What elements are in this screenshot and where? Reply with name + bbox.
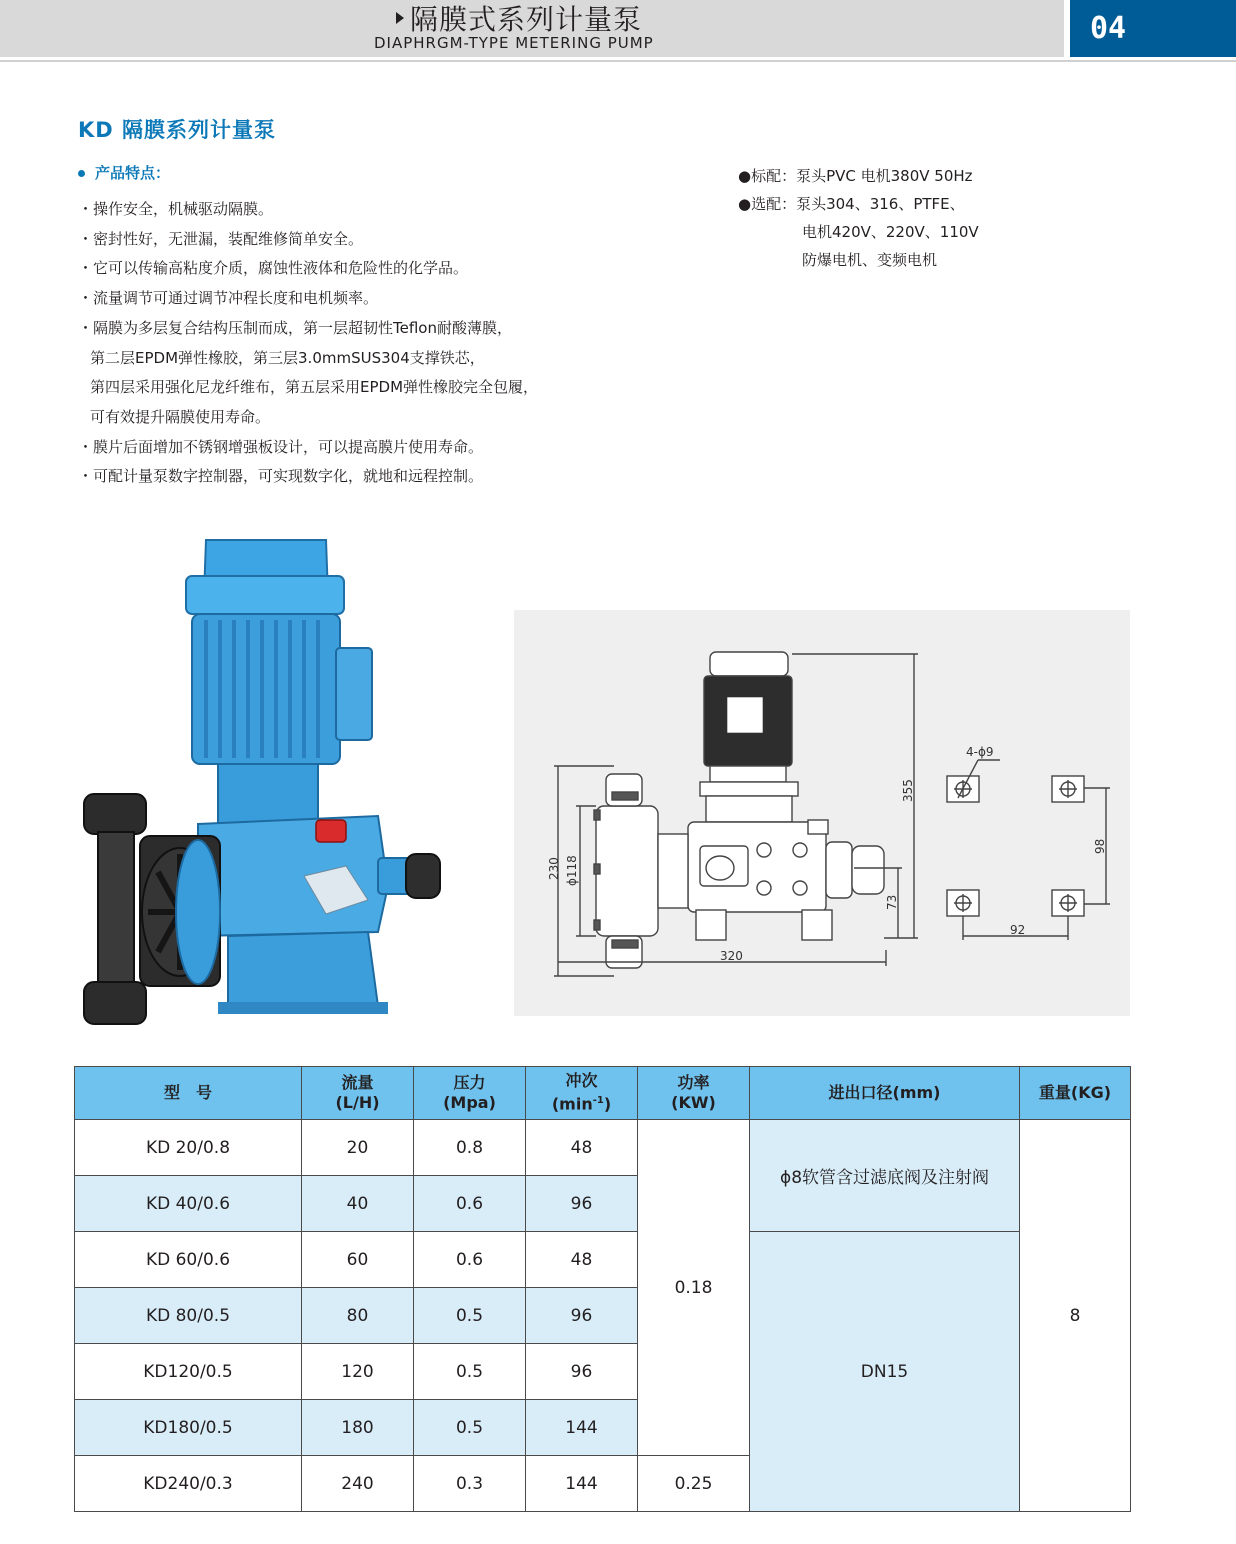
dim-holes-label: 4-ϕ9 [966, 745, 994, 759]
cell-pressure: 0.6 [414, 1232, 526, 1288]
cell-model: KD180/0.5 [75, 1400, 302, 1456]
cell-port-group-2: DN15 [750, 1232, 1020, 1512]
cell-model: KD 40/0.6 [75, 1176, 302, 1232]
cell-model: KD 60/0.6 [75, 1232, 302, 1288]
cell-flow: 240 [302, 1456, 414, 1512]
feature-item: 可有效提升隔膜使用寿命。 [90, 407, 271, 426]
cell-flow: 120 [302, 1344, 414, 1400]
cell-flow: 80 [302, 1288, 414, 1344]
spec-table [74, 1066, 1131, 1512]
feature-item: ・密封性好，无泄漏，装配维修简单安全。 [78, 229, 364, 248]
cell-flow: 60 [302, 1232, 414, 1288]
feature-item: ・膜片后面增加不锈钢增强板设计，可以提高膜片使用寿命。 [78, 437, 484, 456]
feature-item: ・隔膜为多层复合结构压制而成，第一层超韧性Teflon耐酸薄膜， [78, 318, 512, 337]
col-header-flow: 流量 (L/H) [302, 1067, 414, 1120]
cell-flow: 180 [302, 1400, 414, 1456]
page-number: 04 [1070, 0, 1236, 57]
dim-98-label: 98 [1093, 838, 1107, 854]
cell-power-group-2: 0.25 [638, 1456, 750, 1512]
cell-pressure: 0.5 [414, 1400, 526, 1456]
spec-optional-3: 防爆电机、变频电机 [802, 251, 938, 269]
cell-weight: 8 [1020, 1120, 1131, 1512]
spec-standard: ●标配：泵头PVC 电机380V 50Hz [738, 167, 973, 185]
pump-photo [78, 536, 448, 1032]
feature-item: ・可配计量泵数字控制器，可实现数字化，就地和远程控制。 [78, 467, 484, 486]
col-header-model: 型 号 [75, 1067, 302, 1120]
feature-item: ・它可以传输高粘度介质，腐蚀性液体和危险性的化学品。 [78, 259, 469, 278]
dimension-drawing [514, 610, 1130, 1016]
col-header-weight: 重量(KG) [1020, 1067, 1131, 1120]
header-title-en: DIAPHRGM-TYPE METERING PUMP [374, 34, 654, 52]
product-title: KD 隔膜系列计量泵 [78, 118, 277, 142]
cell-model: KD120/0.5 [75, 1344, 302, 1400]
cell-power-group-1: 0.18 [638, 1120, 750, 1456]
cell-pressure: 0.5 [414, 1288, 526, 1344]
feature-item: ・操作安全，机械驱动隔膜。 [78, 200, 274, 218]
cell-model: KD 80/0.5 [75, 1288, 302, 1344]
header-title-cn: 隔膜式系列计量泵 [410, 3, 643, 36]
cell-port-group-1: ϕ8软管含过滤底阀及注射阀 [750, 1120, 1020, 1232]
table-header-row [75, 1067, 1131, 1120]
cell-pressure: 0.6 [414, 1176, 526, 1232]
spec-optional-2: 电机420V、220V、110V [802, 223, 979, 241]
feature-item: ・流量调节可通过调节冲程长度和电机频率。 [78, 289, 379, 308]
cell-pressure: 0.8 [414, 1120, 526, 1176]
spec-optional-1: ●选配：泵头304、316、PTFE、 [738, 195, 965, 213]
spec-block [738, 162, 979, 274]
cell-pressure: 0.3 [414, 1456, 526, 1512]
dim-230-label: 230 [547, 857, 561, 880]
bullet-dot-icon [78, 170, 85, 177]
cell-stroke: 144 [526, 1400, 638, 1456]
dim-320-label: 320 [720, 949, 743, 963]
dim-118-label: ϕ118 [565, 855, 579, 886]
features-heading-text: 产品特点： [95, 164, 171, 182]
dim-92-label: 92 [1010, 923, 1026, 937]
table-row [75, 1120, 1131, 1176]
header-triangle-icon [396, 12, 404, 24]
cell-flow: 20 [302, 1120, 414, 1176]
cell-stroke: 48 [526, 1232, 638, 1288]
features-heading [78, 162, 170, 183]
cell-stroke: 96 [526, 1288, 638, 1344]
col-header-pressure: 压力 (Mpa) [414, 1067, 526, 1120]
cell-model: KD240/0.3 [75, 1456, 302, 1512]
cell-stroke: 96 [526, 1344, 638, 1400]
cell-pressure: 0.5 [414, 1344, 526, 1400]
dim-73-label: 73 [885, 894, 899, 910]
dim-height-label: 355 [901, 779, 915, 802]
feature-list [78, 195, 538, 492]
feature-item: 第二层EPDM弹性橡胶，第三层3.0mmSUS304支撑铁芯， [90, 348, 485, 367]
cell-stroke: 96 [526, 1176, 638, 1232]
feature-item: 第四层采用强化尼龙纤维布，第五层采用EPDM弹性橡胶完全包履， [90, 378, 539, 397]
col-header-power: 功率 (KW) [638, 1067, 750, 1120]
header-divider [0, 60, 1236, 62]
cell-model: KD 20/0.8 [75, 1120, 302, 1176]
table-row [75, 1232, 1131, 1288]
cell-stroke: 48 [526, 1120, 638, 1176]
cell-flow: 40 [302, 1176, 414, 1232]
col-header-port: 进出口径(mm) [750, 1067, 1020, 1120]
cell-stroke: 144 [526, 1456, 638, 1512]
col-header-stroke: 冲次 $(\min^{-1})$ [526, 1067, 638, 1120]
